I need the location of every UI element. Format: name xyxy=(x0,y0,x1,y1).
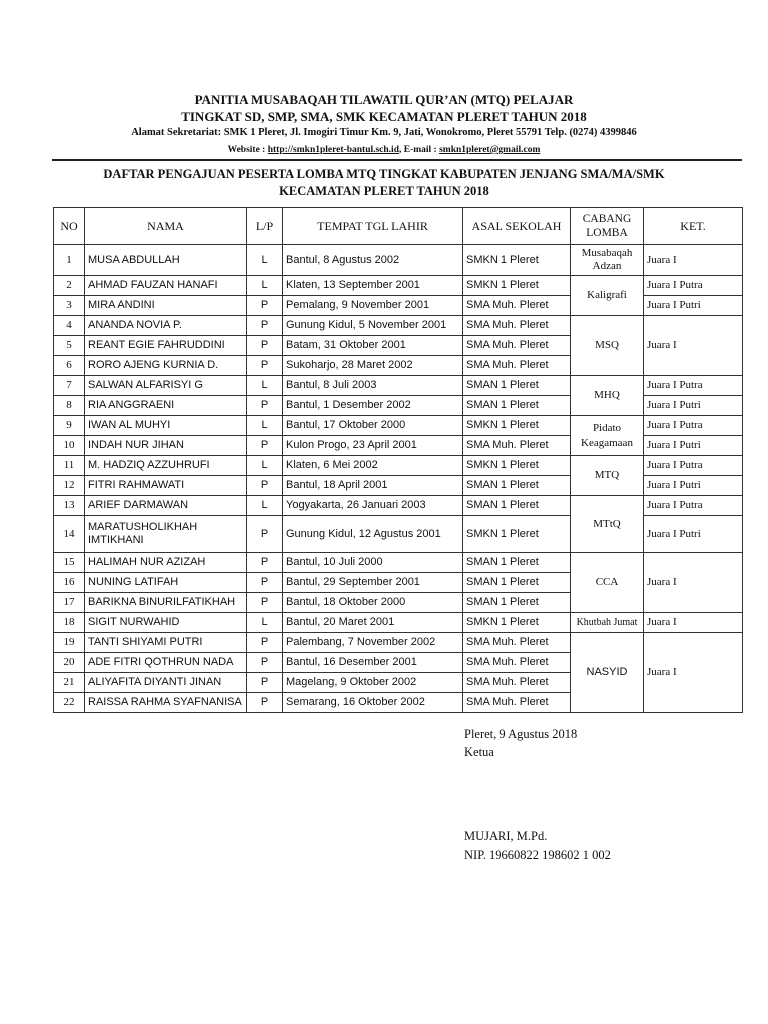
row-asal: SMA Muh. Pleret xyxy=(463,336,571,356)
row-no: 2 xyxy=(54,276,85,296)
signature-nip: NIP. 19660822 198602 1 002 xyxy=(464,848,611,862)
cabang-kaligrafi: Kaligrafi xyxy=(571,276,644,316)
table-row xyxy=(54,416,743,436)
row-lp: P xyxy=(247,476,283,496)
row-ttl: Palembang, 7 November 2002 xyxy=(283,633,463,653)
ket-juara: Juara I Putri xyxy=(644,436,743,456)
row-nama: ARIEF DARMAWAN xyxy=(85,496,247,516)
row-nama: SALWAN ALFARISYI G xyxy=(85,376,247,396)
row-lp: P xyxy=(247,573,283,593)
row-no: 3 xyxy=(54,296,85,316)
row-no: 5 xyxy=(54,336,85,356)
row-nama: RAISSA RAHMA SYAFNANISA xyxy=(85,693,247,713)
row-lp: L xyxy=(247,376,283,396)
ket-juara: Juara I xyxy=(644,316,743,376)
row-ttl: Bantul, 20 Maret 2001 xyxy=(283,613,463,633)
committee-title: PANITIA MUSABAQAH TILAWATIL QUR’AN (MTQ) PELAJAR xyxy=(194,92,574,107)
ket-juara: Juara I xyxy=(644,633,743,713)
row-asal: SMA Muh. Pleret xyxy=(463,316,571,336)
row-asal: SMAN 1 Pleret xyxy=(463,553,571,573)
signature-role: Ketua xyxy=(464,745,494,759)
row-lp: P xyxy=(247,673,283,693)
row-no: 6 xyxy=(54,356,85,376)
row-asal: SMAN 1 Pleret xyxy=(463,476,571,496)
table-row xyxy=(54,496,743,516)
row-asal: SMA Muh. Pleret xyxy=(463,296,571,316)
row-ttl: Bantul, 18 April 2001 xyxy=(283,476,463,496)
ket-juara: Juara I xyxy=(644,553,743,613)
row-no: 13 xyxy=(54,496,85,516)
row-ttl: Gunung Kidul, 12 Agustus 2001 xyxy=(283,516,463,553)
row-no: 10 xyxy=(54,436,85,456)
committee-subtitle: TINGKAT SD, SMP, SMA, SMK KECAMATAN PLERET TAHUN 2018 xyxy=(181,109,587,124)
header-nama: NAMA xyxy=(85,208,247,245)
ket-juara: Juara I xyxy=(644,613,743,633)
row-nama: MUSA ABDULLAH xyxy=(85,245,247,276)
row-nama: FITRI RAHMAWATI xyxy=(85,476,247,496)
row-lp: L xyxy=(247,496,283,516)
ket-juara: Juara I Putri xyxy=(644,396,743,416)
row-nama: RIA ANGGRAENI xyxy=(85,396,247,416)
table-row xyxy=(54,456,743,476)
cabang-khutbah-jumat: Khutbah Jumat xyxy=(571,613,644,633)
ket-juara: Juara I Putra xyxy=(644,496,743,516)
header-no: NO xyxy=(54,208,85,245)
row-asal: SMA Muh. Pleret xyxy=(463,436,571,456)
cabang-musabaqah-adzan: Musabaqah Adzan xyxy=(571,245,644,276)
cabang-mttq: MTtQ xyxy=(571,496,644,553)
cabang-msq: MSQ xyxy=(571,316,644,376)
row-no: 7 xyxy=(54,376,85,396)
secretariat-address: Alamat Sekretariat: SMK 1 Pleret, Jl. Imogiri Timur Km. 9, Jati, Wonokromo, Pleret 55791 Telp. (0274) 4399846 xyxy=(131,127,637,138)
table-row xyxy=(54,633,743,653)
ket-juara: Juara I Putra xyxy=(644,416,743,436)
row-asal: SMA Muh. Pleret xyxy=(463,693,571,713)
row-lp: P xyxy=(247,336,283,356)
ket-juara: Juara I Putri xyxy=(644,516,743,553)
row-asal: SMA Muh. Pleret xyxy=(463,653,571,673)
row-no: 14 xyxy=(54,516,85,553)
table-row xyxy=(54,316,743,336)
row-asal: SMA Muh. Pleret xyxy=(463,356,571,376)
row-ttl: Yogyakarta, 26 Januari 2003 xyxy=(283,496,463,516)
row-no: 17 xyxy=(54,593,85,613)
row-no: 1 xyxy=(54,245,85,276)
cabang-mhq: MHQ xyxy=(571,376,644,416)
row-nama: M. HADZIQ AZZUHRUFI xyxy=(85,456,247,476)
row-ttl: Bantul, 17 Oktober 2000 xyxy=(283,416,463,436)
row-lp: P xyxy=(247,316,283,336)
header-divider xyxy=(52,159,742,161)
row-asal: SMAN 1 Pleret xyxy=(463,376,571,396)
participants-table xyxy=(53,207,743,713)
row-lp: P xyxy=(247,553,283,573)
row-asal: SMKN 1 Pleret xyxy=(463,245,571,276)
row-lp: L xyxy=(247,613,283,633)
row-lp: L xyxy=(247,416,283,436)
row-ttl: Klaten, 6 Mei 2002 xyxy=(283,456,463,476)
row-no: 18 xyxy=(54,613,85,633)
row-asal: SMAN 1 Pleret xyxy=(463,573,571,593)
email-link[interactable]: smkn1pleret@gmail.com xyxy=(439,145,541,155)
row-asal: SMKN 1 Pleret xyxy=(463,516,571,553)
cabang-pidato: Pidato Keagamaan xyxy=(571,416,644,456)
header-lp: L/P xyxy=(247,208,283,245)
website-label: Website : xyxy=(227,145,268,155)
row-asal: SMKN 1 Pleret xyxy=(463,276,571,296)
row-lp: P xyxy=(247,516,283,553)
row-no: 12 xyxy=(54,476,85,496)
row-lp: P xyxy=(247,653,283,673)
row-nama: IWAN AL MUHYI xyxy=(85,416,247,436)
row-ttl: Bantul, 18 Oktober 2000 xyxy=(283,593,463,613)
row-ttl: Bantul, 29 September 2001 xyxy=(283,573,463,593)
row-asal: SMA Muh. Pleret xyxy=(463,673,571,693)
header-cabang: CABANG LOMBA xyxy=(571,208,644,245)
row-ttl: Pemalang, 9 November 2001 xyxy=(283,296,463,316)
row-nama: ADE FITRI QOTHRUN NADA xyxy=(85,653,247,673)
row-nama: BARIKNA BINURILFATIKHAH xyxy=(85,593,247,613)
ket-juara: Juara I Putri xyxy=(644,476,743,496)
signature-place-date: Pleret, 9 Agustus 2018 xyxy=(464,727,578,741)
row-asal: SMKN 1 Pleret xyxy=(463,613,571,633)
signature-name: MUJARI, M.Pd. xyxy=(464,829,548,843)
row-nama: RORO AJENG KURNIA D. xyxy=(85,356,247,376)
table-row xyxy=(54,276,743,296)
row-nama: INDAH NUR JIHAN xyxy=(85,436,247,456)
row-asal: SMKN 1 Pleret xyxy=(463,416,571,436)
row-no: 22 xyxy=(54,693,85,713)
row-no: 20 xyxy=(54,653,85,673)
row-lp: P xyxy=(247,396,283,416)
ket-juara: Juara I Putra xyxy=(644,456,743,476)
row-lp: L xyxy=(247,276,283,296)
table-row xyxy=(54,376,743,396)
header-ttl: TEMPAT TGL LAHIR xyxy=(283,208,463,245)
row-nama: MIRA ANDINI xyxy=(85,296,247,316)
row-lp: P xyxy=(247,356,283,376)
row-ttl: Kulon Progo, 23 April 2001 xyxy=(283,436,463,456)
row-no: 11 xyxy=(54,456,85,476)
row-no: 9 xyxy=(54,416,85,436)
row-no: 15 xyxy=(54,553,85,573)
row-asal: SMAN 1 Pleret xyxy=(463,496,571,516)
cabang-nasyid: NASYID xyxy=(571,633,644,713)
table-row xyxy=(54,553,743,573)
row-nama: MARATUSHOLIKHAH IMTIKHANI xyxy=(85,516,247,553)
cabang-cca: CCA xyxy=(571,553,644,613)
row-nama: TANTI SHIYAMI PUTRI xyxy=(85,633,247,653)
contact-line xyxy=(0,145,768,155)
row-no: 8 xyxy=(54,396,85,416)
row-nama: AHMAD FAUZAN HANAFI xyxy=(85,276,247,296)
row-ttl: Bantul, 1 Desember 2002 xyxy=(283,396,463,416)
table-header-row xyxy=(54,208,743,245)
row-ttl: Sukoharjo, 28 Maret 2002 xyxy=(283,356,463,376)
cabang-mtq: MTQ xyxy=(571,456,644,496)
row-ttl: Semarang, 16 Oktober 2002 xyxy=(283,693,463,713)
ket-juara: Juara I Putra xyxy=(644,276,743,296)
row-nama: ALIYAFITA DIYANTI JINAN xyxy=(85,673,247,693)
row-no: 16 xyxy=(54,573,85,593)
header-asal: ASAL SEKOLAH xyxy=(463,208,571,245)
ket-juara: Juara I Putra xyxy=(644,376,743,396)
row-nama: REANT EGIE FAHRUDDINI xyxy=(85,336,247,356)
row-nama: NUNING LATIFAH xyxy=(85,573,247,593)
row-ttl: Batam, 31 Oktober 2001 xyxy=(283,336,463,356)
row-lp: P xyxy=(247,436,283,456)
ket-juara: Juara I xyxy=(644,245,743,276)
row-lp: L xyxy=(247,245,283,276)
row-lp: P xyxy=(247,296,283,316)
row-nama: ANANDA NOVIA P. xyxy=(85,316,247,336)
row-nama: SIGIT NURWAHID xyxy=(85,613,247,633)
row-no: 4 xyxy=(54,316,85,336)
row-asal: SMKN 1 Pleret xyxy=(463,456,571,476)
row-asal: SMAN 1 Pleret xyxy=(463,593,571,613)
row-ttl: Magelang, 9 Oktober 2002 xyxy=(283,673,463,693)
row-lp: P xyxy=(247,693,283,713)
row-ttl: Bantul, 10 Juli 2000 xyxy=(283,553,463,573)
row-lp: P xyxy=(247,593,283,613)
row-no: 21 xyxy=(54,673,85,693)
row-asal: SMAN 1 Pleret xyxy=(463,396,571,416)
row-asal: SMA Muh. Pleret xyxy=(463,633,571,653)
header-ket: KET. xyxy=(644,208,743,245)
row-nama: HALIMAH NUR AZIZAH xyxy=(85,553,247,573)
table-row xyxy=(54,245,743,276)
email-label: , E-mail : xyxy=(398,145,440,155)
row-ttl: Klaten, 13 September 2001 xyxy=(283,276,463,296)
ket-juara: Juara I Putri xyxy=(644,296,743,316)
row-ttl: Gunung Kidul, 5 November 2001 xyxy=(283,316,463,336)
document-subtitle: KECAMATAN PLERET TAHUN 2018 xyxy=(279,184,489,198)
row-ttl: Bantul, 8 Agustus 2002 xyxy=(283,245,463,276)
table-row xyxy=(54,613,743,633)
row-ttl: Bantul, 16 Desember 2001 xyxy=(283,653,463,673)
row-lp: P xyxy=(247,633,283,653)
row-ttl: Bantul, 8 Juli 2003 xyxy=(283,376,463,396)
row-lp: L xyxy=(247,456,283,476)
row-no: 19 xyxy=(54,633,85,653)
document-title: DAFTAR PENGAJUAN PESERTA LOMBA MTQ TINGKAT KABUPATEN JENJANG SMA/MA/SMK xyxy=(103,167,665,181)
website-link[interactable]: http://smkn1pleret-bantul.sch.id xyxy=(267,145,399,155)
